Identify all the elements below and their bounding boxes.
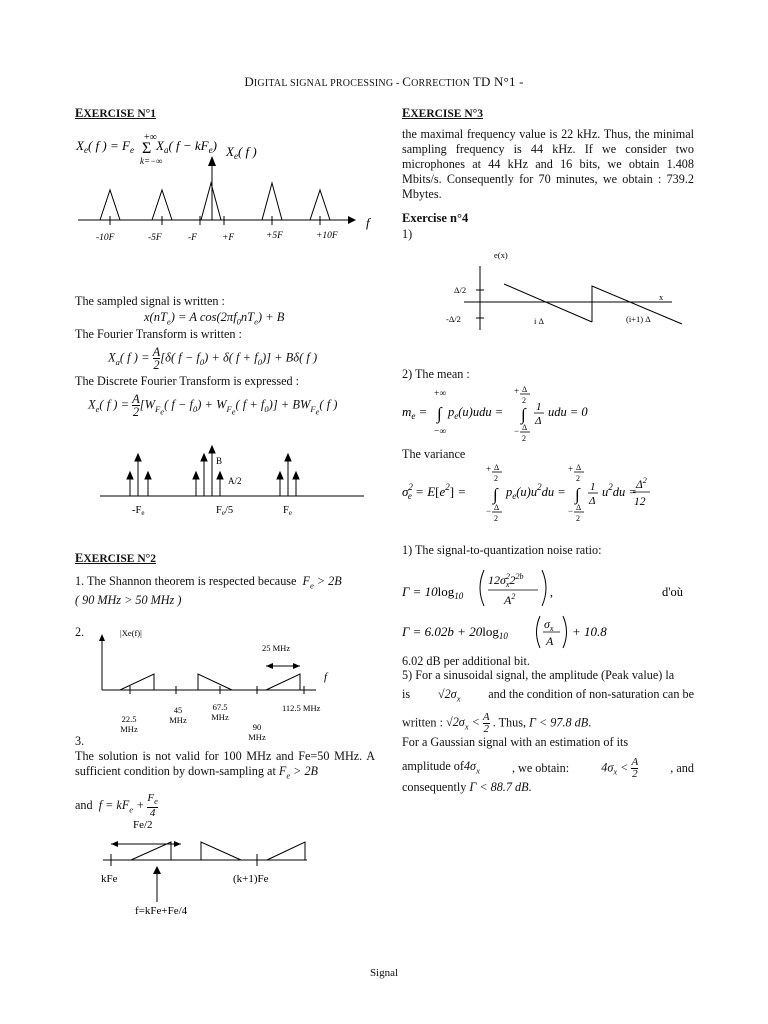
- int-upper-two: 2: [576, 474, 580, 483]
- ex2-p1-b: ( 90 MHz > 50 MHz ): [75, 593, 182, 608]
- frac-num: $\Delta^2$: [636, 476, 647, 491]
- arrow-head: [153, 866, 161, 874]
- heading-rest: XERCISE N°3: [410, 108, 483, 120]
- exercise-3-text: the maximal frequency value is 22 kHz. Thus, the minimal sampling frequency is 44 kHz. If we consider two microphones at 44 kHz and 16 bits, we obtain 1.408 Mbits/s. Consequently for 70 minutes, we obtain : 739.2 Mbytes.: [402, 127, 694, 201]
- exercise-4-heading: Exercise n°4: [402, 211, 469, 225]
- axis-label: f: [366, 215, 370, 230]
- comma: ,: [550, 585, 553, 599]
- axis-label: f: [324, 671, 328, 683]
- spectrum-replica: [262, 183, 282, 220]
- and-text: and: [75, 797, 93, 812]
- sum-lower-limit: k=−∞: [140, 156, 163, 166]
- and-text: , and: [670, 761, 694, 775]
- title-initial: C: [402, 74, 412, 89]
- paren-left: [537, 616, 541, 648]
- spectrum-band: [198, 674, 232, 690]
- frac-den: A: [546, 634, 554, 648]
- is-text: is: [402, 687, 411, 701]
- int-lower: −: [486, 506, 492, 516]
- spectrum-replica: [310, 190, 330, 220]
- impulse-spectrum-plot: [96, 440, 386, 520]
- dou-text: d'où: [662, 585, 684, 599]
- arrow-head: [127, 472, 133, 479]
- eq-pe: $p_e(u)udu$ =: [448, 405, 504, 421]
- ex4-mean: 2) The mean :: [402, 367, 470, 381]
- ex2-p3-eq2: $f = kF_e$ + $\frac{F_e}{4}$: [98, 792, 158, 820]
- heading-initial: E: [402, 106, 411, 120]
- tick-label-minus-fe: -Fe: [132, 505, 145, 517]
- spectrum-band: [120, 674, 154, 690]
- title-td: TD N°1 -: [472, 74, 524, 89]
- tick-label-45: 45: [173, 705, 183, 715]
- exercise-1-spectrum-plot: [70, 128, 380, 248]
- heading-initial: E: [75, 106, 84, 120]
- arrow-head: [217, 472, 223, 479]
- eq-me: $m_e$ =: [402, 404, 428, 421]
- ex4-variance: The variance: [402, 447, 466, 461]
- int-upper: +: [486, 464, 492, 474]
- tick-label: +F: [222, 233, 235, 243]
- p6c-gamma: Γ < 88.7 dB: [469, 780, 529, 794]
- integral-sign: ∫: [437, 404, 442, 423]
- period: .: [528, 780, 532, 794]
- x-label: x: [659, 292, 664, 302]
- arrow-head: [111, 841, 118, 847]
- ex4-p5-line-b: [402, 687, 694, 706]
- arrow-head: [293, 472, 299, 479]
- ft-text: The Fourier Transform is written :: [75, 327, 242, 341]
- integral-sign: ∫: [521, 405, 526, 424]
- tick-label-90-unit: MHz: [248, 732, 266, 742]
- tick-label: +5F: [266, 231, 283, 241]
- arrow-head: [266, 663, 273, 669]
- amplitude-text: amplitude: [402, 758, 451, 773]
- page-title: [0, 74, 768, 90]
- consequently-text: consequently: [402, 780, 467, 794]
- p6b-eq2: $4\sigma_x$ < $\frac{A}{2}$: [601, 756, 639, 780]
- ex2-p1-eq: $F_e > 2B$: [302, 574, 342, 591]
- eq-gamma: $\Gamma = 10\log_{10}$: [402, 584, 464, 601]
- frac-den: Δ: [535, 415, 542, 427]
- title-part: IGITAL SIGNAL PROCESSING -: [253, 78, 403, 89]
- tick-label-22-5-unit: MHz: [120, 724, 138, 734]
- sampled-equation: $x(nT_e) = A$ $\cos(2\pi f_0nT_e) + B$: [144, 310, 285, 327]
- label-b: B: [216, 456, 223, 466]
- variance-equation: [400, 462, 700, 526]
- frac-num: $12\sigma^2$ $x2^{2b}$: [488, 572, 524, 589]
- arrow-head: [293, 663, 300, 669]
- eq-pe-u2: $p_e(u)u^2du$ =: [506, 482, 566, 501]
- ex4-p5-line-a: 5) For a sinusoidal signal, the amplitude (Peak value) la: [402, 668, 675, 682]
- frac-den: 12: [634, 496, 646, 508]
- tick-label-fe: Fe: [283, 505, 292, 517]
- spectrum-band: [131, 842, 171, 860]
- int-lower-two: 2: [522, 434, 526, 443]
- written-text: written :: [402, 715, 443, 730]
- plot-label-xe: $X_e$( f ): [226, 144, 257, 161]
- tick-label: -5F: [148, 233, 162, 243]
- sawtooth-segment: [504, 284, 592, 322]
- spectrum-replica: [201, 183, 221, 220]
- sum-sign: Σ: [142, 140, 152, 157]
- dft-equation: $X_e$( f ) = $\frac{A}{2}$ [$W_{F_e}$( $f - f_0) + W_{F_e}$( $f + f_0)] + BW_{F_e}$( f ): [88, 392, 338, 419]
- spectrum-replica: [100, 190, 120, 220]
- label-delta-2: Δ/2: [454, 285, 467, 295]
- arrow-head: [174, 841, 181, 847]
- label-i-delta: i Δ: [534, 316, 544, 326]
- quantization-error-plot: [440, 246, 700, 346]
- sampled-text: The sampled signal is written :: [75, 294, 225, 308]
- arrow-head: [208, 156, 216, 166]
- int-lower: −: [568, 506, 574, 516]
- ex2-point-1: [75, 574, 373, 608]
- p5b-eq: $√2\sigma_x$: [437, 687, 461, 704]
- int-lower: −∞: [434, 427, 447, 437]
- int-upper-delta: Δ: [522, 385, 528, 394]
- int-upper-delta: Δ: [576, 463, 582, 472]
- p5b-rest: and the condition of non-saturation can be: [488, 687, 694, 701]
- int-upper: +∞: [434, 389, 447, 399]
- integral-sign: ∫: [493, 485, 498, 504]
- y-label: |Xe(f)|: [120, 628, 142, 638]
- kfe-label: kFe: [101, 873, 118, 885]
- spectrum-band: [266, 674, 300, 690]
- f-arrow-label: f=kFe+Fe/4: [135, 905, 188, 917]
- eq-sigma: $\sigma^2$ $e = E[e^2]$ =: [402, 482, 467, 501]
- thus-text: . Thus,: [492, 715, 526, 730]
- ex4-per-bit: 6.02 dB per additional bit.: [402, 654, 530, 668]
- tick-label-22-5: 22.5: [121, 714, 137, 724]
- tick-label: -F: [188, 233, 197, 243]
- tick-label: -10F: [96, 233, 115, 243]
- ex4-p6-line-b: [402, 757, 694, 780]
- int-lower-two: 2: [494, 514, 498, 523]
- int-lower-two: 2: [576, 514, 580, 523]
- int-lower-delta: Δ: [576, 503, 582, 512]
- label-minus-delta-2: -Δ/2: [446, 314, 461, 324]
- tick-label-90: 90: [252, 722, 262, 732]
- mean-equation: [400, 384, 700, 444]
- frac-num: 1: [536, 401, 542, 413]
- spectrum-band: [201, 842, 241, 860]
- band-label: 25 MHz: [262, 643, 291, 653]
- sum-upper-limit: +∞: [144, 132, 157, 143]
- paren-left: [480, 570, 484, 606]
- spectrum-replica: [152, 190, 172, 220]
- eq-gamma2: $\Gamma = 6.02b + 20\log_{10}$: [402, 624, 508, 641]
- exercise-1-heading: [75, 106, 156, 121]
- eq-xa: $X_a$( $f - kF_e$): [156, 138, 217, 155]
- frac-num: $\sigma_x$: [544, 617, 554, 633]
- tick-label-45-unit: MHz: [169, 715, 187, 725]
- arrow-head: [277, 472, 283, 479]
- y-label: e(x): [494, 250, 508, 260]
- snr-equation-2: [400, 614, 700, 650]
- ft-equation: $X_a$( f ) = $\frac{A}{2}$ [δ( $f - f_0) + \delta$( $f + f_0)] + B\delta$( f ): [108, 345, 318, 372]
- int-lower-delta: Δ: [522, 423, 528, 432]
- paren-right: [542, 570, 546, 606]
- label-a2: A/2: [228, 476, 242, 486]
- frac-num: 1: [590, 481, 596, 493]
- arrow-head: [145, 472, 151, 479]
- downsampling-plot: [95, 816, 355, 916]
- tick-label-67-5-unit: MHz: [211, 712, 229, 722]
- tick-label-fe5: Fe/5: [216, 505, 234, 517]
- we-obtain-text: , we obtain:: [511, 761, 570, 775]
- ex4-p6-line-c: [402, 780, 532, 795]
- k1fe-label: (k+1)Fe: [233, 873, 269, 885]
- p6b-eq: $4\sigma_x$: [463, 758, 480, 776]
- heading-rest: XERCISE N°2: [83, 553, 156, 565]
- heading-rest: XERCISE N°1: [83, 108, 156, 120]
- ex4-p5-line-c: written : $√2\sigma_x$ < $\frac{A}{2}$ . Thus, Γ < 97.8 dB.: [402, 711, 592, 735]
- of-text: of: [453, 758, 464, 773]
- arrow-head: [99, 634, 105, 641]
- eq-tail: + 10.8: [572, 624, 607, 639]
- arrow-head: [209, 446, 215, 453]
- ex4-p6-line-a: For a Gaussian signal with an estimation of its: [402, 735, 629, 749]
- exercise-2-heading: [75, 551, 156, 566]
- frac-den: Δ: [589, 495, 596, 507]
- arrow-head: [135, 454, 141, 461]
- amplitude-of: [402, 759, 480, 778]
- p5c-eq: $√2\sigma_x$ < $\frac{A}{2}$: [446, 711, 490, 735]
- arrow-head: [285, 454, 291, 461]
- eq-xe: $X_e$( f ) = $F_e$: [76, 138, 134, 155]
- arrow-head: [201, 454, 207, 461]
- fe2-label: Fe/2: [133, 819, 153, 831]
- dft-text: The Discrete Fourier Transform is expressed :: [75, 374, 300, 388]
- ex2-p3-eq: $F_e > 2B$: [278, 764, 318, 781]
- p5c-gamma: Γ < 97.8 dB: [529, 715, 589, 730]
- ex2-p3-paragraph: [75, 749, 375, 783]
- title-initial: D: [244, 74, 254, 89]
- arrow-head: [193, 472, 199, 479]
- paren-right: [563, 616, 567, 648]
- spectrum-band: [267, 842, 305, 860]
- integral-sign: ∫: [575, 485, 580, 504]
- page-footer: Signal: [369, 967, 399, 979]
- ex4-item-1: 1): [402, 227, 413, 241]
- tick-label-67-5: 67.5: [212, 702, 228, 712]
- title-part: ORRECTION: [411, 78, 473, 89]
- exercise-3-heading: [402, 106, 483, 121]
- eq-u2du: $u^2du$ =: [602, 482, 637, 499]
- exercise-2-spectrum-plot: [94, 624, 374, 742]
- axis-arrow: [348, 216, 356, 224]
- ex2-point-3: 3.: [75, 734, 85, 748]
- ex2-p1-text: 1. The Shannon theorem is respected because: [75, 574, 297, 588]
- int-lower: −: [514, 426, 520, 436]
- frac-den: $A^2$: [504, 592, 516, 607]
- tick-label-112-5: 112.5 MHz: [282, 703, 321, 713]
- ex4-snr-heading: 1) The signal-to-quantization noise ratio:: [402, 543, 602, 557]
- snr-equation-1: [400, 566, 700, 610]
- int-lower-delta: Δ: [494, 503, 500, 512]
- label-i1-delta: (i+1) Δ: [626, 314, 651, 324]
- int-upper-two: 2: [522, 396, 526, 405]
- eq-udu: udu = 0: [548, 405, 588, 419]
- int-upper-two: 2: [494, 474, 498, 483]
- heading-initial: E: [75, 551, 84, 565]
- int-upper: +: [514, 386, 520, 396]
- int-upper: +: [568, 464, 574, 474]
- int-upper-delta: Δ: [494, 463, 500, 472]
- ex2-p3-text: The solution is not valid for 100 MHz and Fe=50 MHz. A sufficient condition by down-sampling at: [75, 749, 375, 778]
- ex2-point-2: 2.: [75, 625, 85, 639]
- tick-label: +10F: [316, 231, 338, 241]
